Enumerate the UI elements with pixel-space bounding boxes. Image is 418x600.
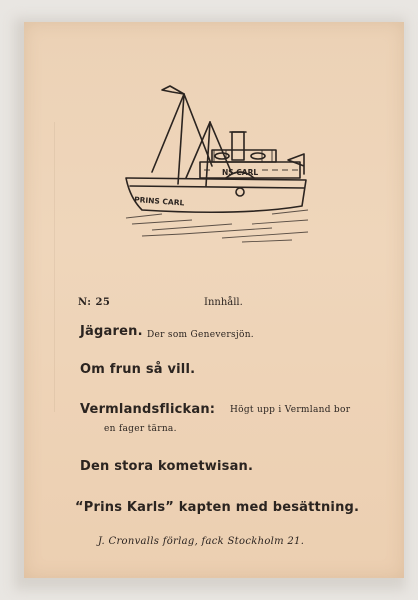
contents-heading: Innhåll.: [204, 297, 243, 308]
song-title-kometwisan: Den stora kometwisan.: [80, 459, 254, 474]
song-title-om-frun: Om frun så vill.: [80, 362, 196, 377]
song-subtitle-vermlandsflickan-line2: en fager tärna.: [104, 424, 177, 434]
song-subtitle-vermlandsflickan-line1: Högt upp i Vermland bor: [230, 405, 351, 415]
issue-number: N: 25: [78, 297, 111, 308]
song-title-jagaren: Jägaren.: [80, 324, 143, 339]
publisher-imprint: J. Cronvalls förlag, fack Stockholm 21.: [98, 536, 305, 547]
ship-name-bow: PRINS CARL: [133, 195, 185, 208]
song-title-prins-karls: “Prins Karls” kapten med besättning.: [75, 500, 360, 515]
booklet-cover: [24, 22, 404, 578]
song-title-vermlandsflickan: Vermlandsflickan:: [80, 402, 216, 417]
song-subtitle-jagaren: Der som Geneversjön.: [147, 330, 254, 340]
ship-name-cabin: NS CARL: [222, 168, 259, 177]
paper-crease: [54, 122, 55, 412]
steamship-illustration: [122, 74, 312, 249]
